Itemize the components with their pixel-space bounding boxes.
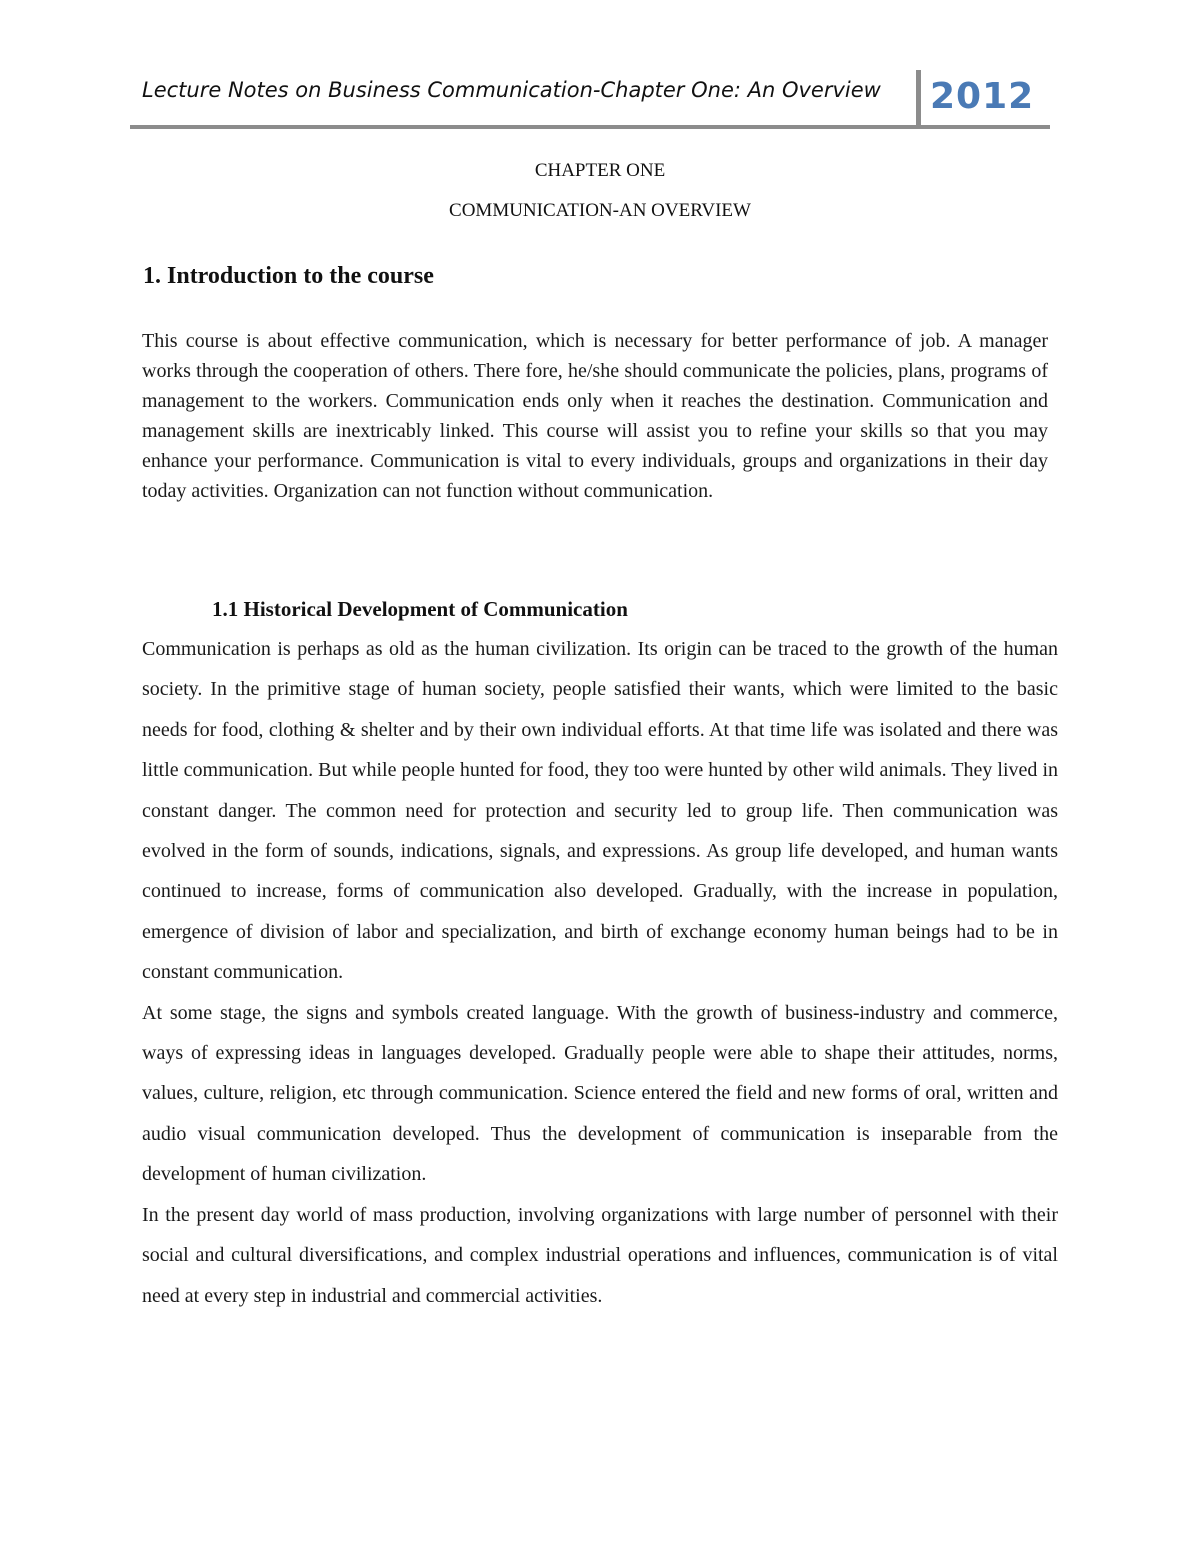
history-paragraph: At some stage, the signs and symbols created language. With the growth of business-industry and commerce, ways of expressing ideas in languages developed. Gradually people were able to shape their attitudes, norms, values, culture, religion, etc through communication. Science entered the field and new forms of oral, written and audio visual communication developed. Thus the development of communication is inseparable from the development of human civilization. (142, 1001, 1058, 1186)
subsection-heading-history: 1.1 Historical Development of Communication (212, 597, 628, 621)
history-paragraph: In the present day world of mass production, involving organizations with large number of personnel with their social and cultural diversifications, and complex industrial operations and influences, communication is of vital need at every step in industrial and commercial activities. (142, 1203, 1058, 1307)
header-title: Lecture Notes on Business Communication-Chapter One: An Overview (142, 78, 881, 102)
chapter-label: CHAPTER ONE (534, 160, 666, 181)
history-body (142, 629, 1058, 1316)
header-divider (916, 70, 921, 128)
header-rule (130, 125, 1050, 129)
section-heading-introduction: 1. Introduction to the course (143, 263, 434, 289)
history-paragraph: Communication is perhaps as old as the human civilization. Its origin can be traced to the growth of the human society. In the primitive stage of human society, people satisfied their wants, which were limited to the basic needs for food, clothing & shelter and by their own individual efforts. At that time life was isolated and there was little communication. But while people hunted for food, they too were hunted by other wild animals. They lived in constant danger. The common need for protection and security led to group life. Then communication was evolved in the form of sounds, indications, signals, and expressions. As group life developed, and human wants continued to increase, forms of communication also developed. Gradually, with the increase in population, emergence of division of labor and specialization, and birth of exchange economy human beings had to be in constant communication. (142, 638, 1058, 984)
page-header (130, 70, 1050, 132)
chapter-title: COMMUNICATION-AN OVERVIEW (449, 200, 751, 221)
intro-paragraph: This course is about effective communication, which is necessary for better performance of job. A manager works through the cooperation of others. There fore, he/she should communicate the policies, plans, programs of management to the workers. Communication ends only when it reaches the destination. Communication and management skills are inextricably linked. This course will assist you to refine your skills so that you may enhance your performance. Communication is vital to every individuals, groups and organizations in their day today activities. Organization can not function without communication. (142, 330, 1048, 502)
header-year: 2012 (930, 76, 1035, 117)
